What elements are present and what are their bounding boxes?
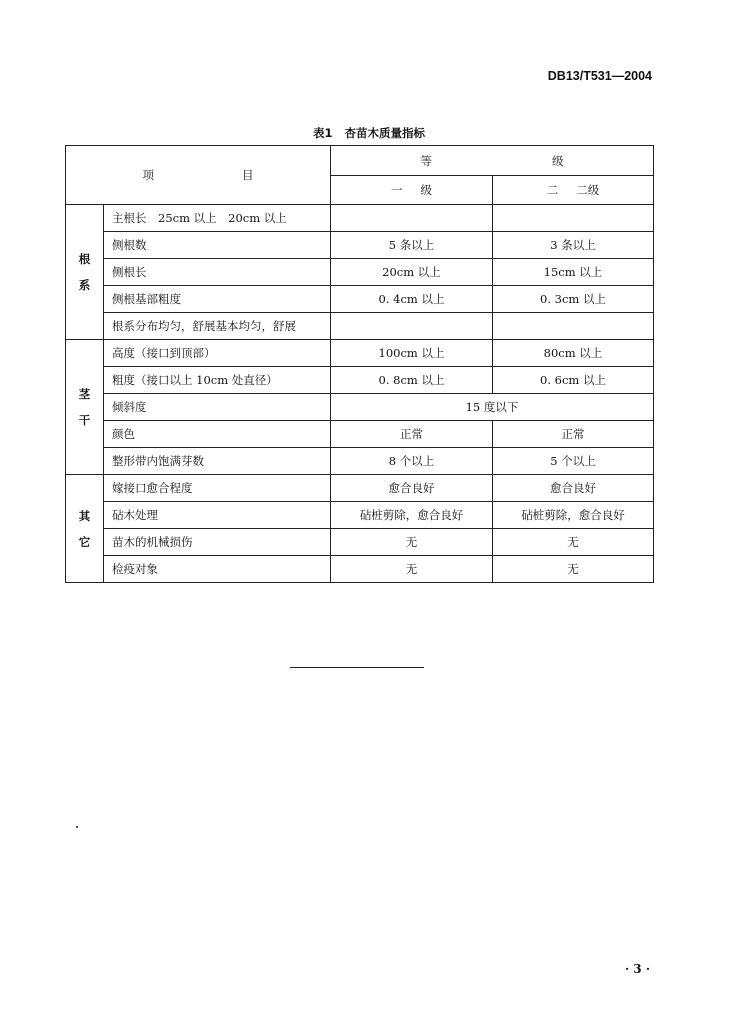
row-second-grade: 无 — [493, 529, 654, 556]
row-second-grade: 15cm 以上 — [493, 259, 654, 286]
row-first-grade: 正常 — [331, 421, 493, 448]
row-item: 苗木的机械损伤 — [104, 529, 331, 556]
quality-table — [65, 145, 654, 583]
table-row — [66, 502, 654, 529]
row-second-grade: 3 条以上 — [493, 232, 654, 259]
table-number: 表1 — [312, 126, 333, 140]
row-second-grade: 5 个以上 — [493, 448, 654, 475]
standard-code: DB13/T531—2004 — [547, 69, 652, 83]
row-first-grade: 100cm 以上 — [331, 340, 493, 367]
row-first-grade: 8 个以上 — [331, 448, 493, 475]
header-first-grade: 一 级 — [331, 176, 493, 205]
row-first-grade: 20cm 以上 — [331, 259, 493, 286]
row-item: 颜色 — [104, 421, 331, 448]
table-row — [66, 232, 654, 259]
row-first-grade: 0. 8cm 以上 — [331, 367, 493, 394]
table-row — [66, 340, 654, 367]
row-second-grade — [493, 205, 654, 232]
row-second-grade: 无 — [493, 556, 654, 583]
header-second-grade: 二 二级 — [493, 176, 654, 205]
row-second-grade: 80cm 以上 — [493, 340, 654, 367]
end-of-document-rule — [290, 667, 424, 668]
row-first-grade — [331, 205, 493, 232]
table-row — [66, 367, 654, 394]
header-item-cell: 项 目 — [66, 146, 331, 205]
table-title: 杏苗木质量指标 — [344, 126, 425, 140]
category-root: 根 系 — [66, 205, 104, 340]
row-item: 根系分布均匀，舒展基本均匀，舒展 — [104, 313, 331, 340]
row-first-grade: 5 条以上 — [331, 232, 493, 259]
row-second-grade — [493, 313, 654, 340]
table-row — [66, 529, 654, 556]
table-header-row — [66, 146, 654, 176]
table-row — [66, 448, 654, 475]
row-second-grade: 0. 6cm 以上 — [493, 367, 654, 394]
page-number: · 3 · — [624, 962, 650, 976]
table-row — [66, 394, 654, 421]
row-item: 主根长 25cm 以上 20cm 以上 — [104, 205, 331, 232]
row-item: 侧根数 — [104, 232, 331, 259]
row-first-grade: 砧桩剪除，愈合良好 — [331, 502, 493, 529]
row-second-grade: 正常 — [493, 421, 654, 448]
category-other: 其 它 — [66, 475, 104, 583]
row-first-grade — [331, 313, 493, 340]
row-second-grade: 砧桩剪除，愈合良好 — [493, 502, 654, 529]
row-first-grade: 无 — [331, 556, 493, 583]
row-first-grade: 0. 4cm 以上 — [331, 286, 493, 313]
row-item: 倾斜度 — [104, 394, 331, 421]
row-item: 整形带内饱满芽数 — [104, 448, 331, 475]
table-row — [66, 475, 654, 502]
table-row — [66, 421, 654, 448]
row-item: 侧根基部粗度 — [104, 286, 331, 313]
row-first-grade: 无 — [331, 529, 493, 556]
table-row — [66, 205, 654, 232]
table-caption — [0, 125, 738, 141]
category-stem: 茎 干 — [66, 340, 104, 475]
row-second-grade: 0. 3cm 以上 — [493, 286, 654, 313]
row-item: 侧根长 — [104, 259, 331, 286]
row-item: 嫁接口愈合程度 — [104, 475, 331, 502]
row-item: 高度（接口到顶部） — [104, 340, 331, 367]
row-item: 检疫对象 — [104, 556, 331, 583]
table-row — [66, 313, 654, 340]
scan-speck — [76, 826, 78, 828]
row-item: 粗度（接口以上 10cm 处直径） — [104, 367, 331, 394]
table-row — [66, 556, 654, 583]
table-row — [66, 259, 654, 286]
row-first-grade: 愈合良好 — [331, 475, 493, 502]
table-row — [66, 286, 654, 313]
header-grade-cell: 等 级 — [331, 146, 654, 176]
row-item: 砧木处理 — [104, 502, 331, 529]
row-merged-grade: 15 度以下 — [331, 394, 654, 421]
row-second-grade: 愈合良好 — [493, 475, 654, 502]
